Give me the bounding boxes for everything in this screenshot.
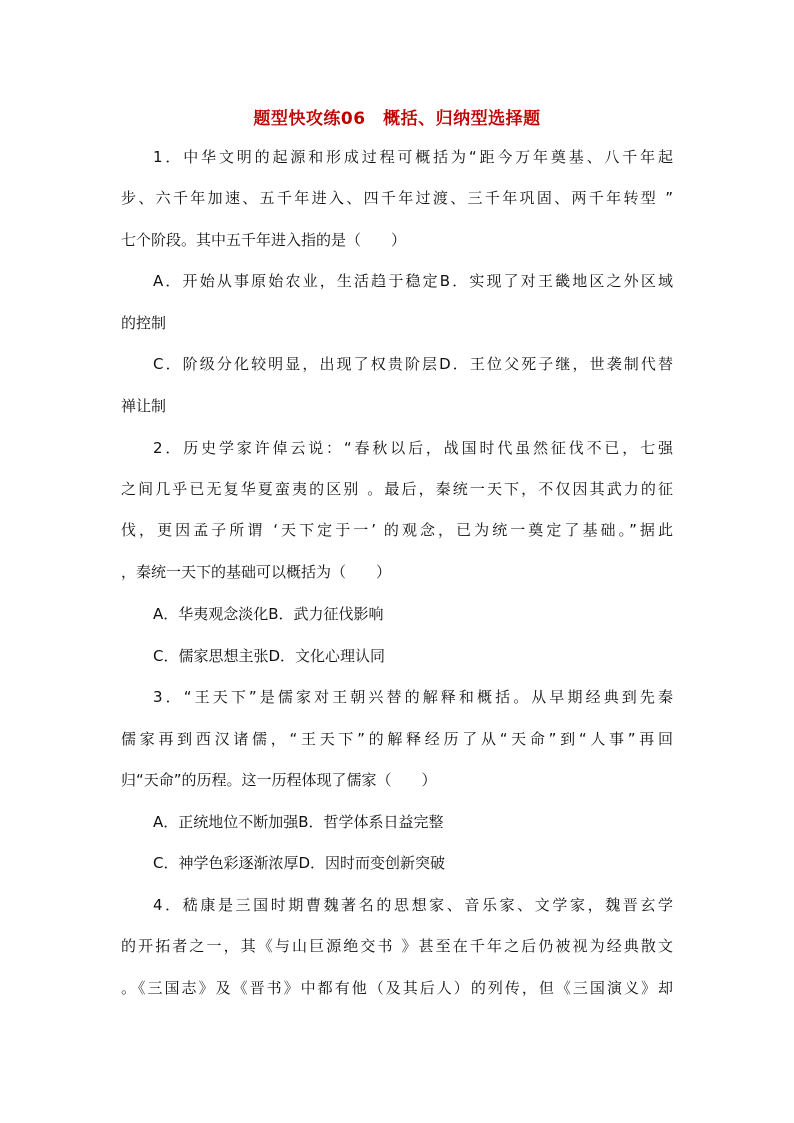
question-2-option-ab: A．华夷观念淡化B．武力征伐影响 [153,605,384,623]
question-1-text: 步、六千年加速、五千年进入、四千年过渡、三千年巩固、两千年转型 ” [121,189,673,207]
question-4-text: 4．嵇康是三国时期曹魏著名的思想家、音乐家、文学家，魏晋玄学 [153,896,673,914]
question-3-option-cd: C．神学色彩逐渐浓厚D．因时而变创新突破 [153,854,446,872]
question-1-text: 七个阶段。其中五千年进入指的是（ ） [121,231,407,249]
question-3-text: 儒家再到西汉诸儒，“王天下”的解释经历了从“天命”到“人事”再回 [121,730,673,748]
question-3-option-ab: A．正统地位不断加强B．哲学体系日益完整 [153,813,444,831]
question-1-text: 1．中华文明的起源和形成过程可概括为“距今万年奠基、八千年起 [153,148,673,166]
question-1-options: 的控制 [121,314,167,332]
question-2-text: ，秦统一天下的基础可以概括为（ ） [121,563,392,581]
question-1-options: A．开始从事原始农业，生活趋于稳定B．实现了对王畿地区之外区域 [153,272,673,290]
question-2-text: 2．历史学家许倬云说：“春秋以后，战国时代虽然征伐不已，七强 [153,439,673,457]
document-title: 题型快攻练06 概括、归纳型选择题 [253,109,541,129]
question-2-option-cd: C．儒家思想主张D．文化心理认同 [153,647,386,665]
question-1-options: 禅让制 [121,397,167,415]
question-4-text: 。《三国志》及《晋书》中都有他（及其后人）的列传，但《三国演义》却 [121,979,673,997]
question-3-text: 归“天命”的历程。这一历程体现了儒家（ ） [121,771,437,789]
question-1-options: C．阶级分化较明显，出现了权贵阶层D．王位父死子继，世袭制代替 [153,355,673,373]
question-2-text: 伐，更因孟子所谓 ‘天下定于一’ 的观念，已为统一奠定了基础。”据此 [121,521,673,539]
question-2-text: 之间几乎已无复华夏蛮夷的区别 。最后，秦统一天下，不仅因其武力的征 [121,480,673,498]
question-3-text: 3．“王天下”是儒家对王朝兴替的解释和概括。从早期经典到先秦 [153,688,673,706]
question-4-text: 的开拓者之一，其《与山巨源绝交书 》甚至在千年之后仍被视为经典散文 [121,937,673,955]
